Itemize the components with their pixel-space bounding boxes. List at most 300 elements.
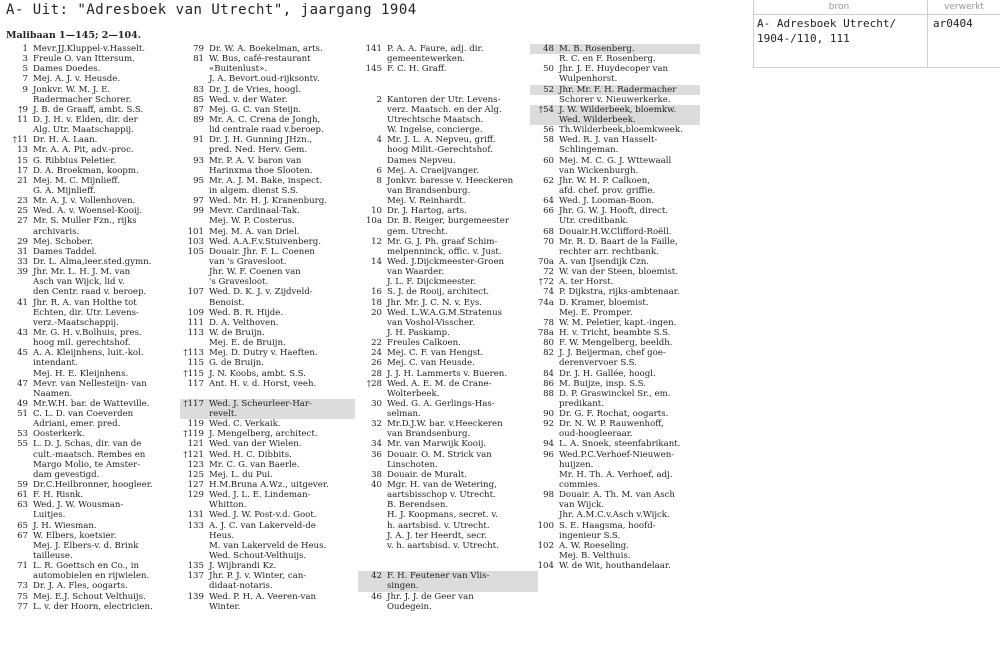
entry-line: [180, 358, 355, 368]
entry-line: [530, 521, 700, 531]
entry-line: [530, 125, 700, 135]
resident-text: Douair. Jhr. F. L. Coenen: [209, 246, 315, 257]
resident-text: Mej. D. Dutry v. Haeften.: [209, 348, 318, 359]
resident-text: Mej. E. de Bruijn.: [209, 338, 286, 349]
house-number: 36: [371, 449, 382, 460]
resident-text: commies.: [559, 480, 601, 491]
entry-line: [180, 460, 355, 470]
entry-line: [358, 95, 538, 105]
entry-line: [180, 521, 355, 531]
house-number: †119: [183, 429, 204, 440]
house-number: 7: [22, 74, 28, 85]
resident-text: J. Wijbrandi Kz.: [209, 561, 277, 572]
resident-text: Mej. Schober.: [33, 236, 93, 247]
entry-line: [180, 267, 355, 277]
resident-text: Mr. S. Muller Fzn., rijks: [33, 216, 137, 227]
house-number: 104: [537, 561, 554, 572]
entry-line: [180, 206, 355, 216]
entry-line: [4, 531, 174, 541]
entry-line: [358, 561, 538, 571]
resident-text: Oosterkerk.: [33, 429, 85, 440]
resident-text: A. A. Kleijnhens, luit.-kol.: [33, 348, 144, 359]
entry-line: [4, 267, 174, 277]
entry-line: [530, 450, 700, 460]
resident-text: didaat-notaris.: [209, 581, 273, 592]
house-number: 91: [193, 135, 204, 146]
house-number: 45: [17, 348, 28, 359]
resident-text: Mej. C. van Heusde.: [387, 358, 475, 369]
resident-text: W. M. Peletier, kapt.-ingen.: [559, 317, 677, 328]
resident-text: J. H. Paskamp.: [387, 327, 450, 338]
entry-line: [530, 105, 700, 115]
resident-text: van Brandsenburg.: [387, 429, 471, 440]
resident-text: Th.Wilderbeek,bloemkweek.: [559, 125, 683, 136]
entry-line: [530, 369, 700, 379]
house-number: 39: [17, 267, 28, 278]
entry-line: [358, 450, 538, 460]
entry-line: [358, 206, 538, 216]
resident-text: Wed. van der Wielen.: [209, 439, 302, 450]
entry-line: [358, 389, 538, 399]
info-divider-middle: [927, 0, 928, 68]
resident-text: Jhr. R. A. van Holthe tot: [33, 297, 137, 308]
resident-text: Jonkvr. W. M. J. E.: [33, 84, 111, 95]
resident-text: Wed. J. L. E. Lindeman-: [209, 490, 311, 501]
house-number: 56: [543, 125, 554, 136]
entry-line: [4, 551, 174, 561]
resident-text: Mej. M. C. G. J. Wttewaall: [559, 155, 672, 166]
entry-line: [358, 125, 538, 135]
entry-line: [180, 379, 355, 389]
resident-text: Mej. L. du Pui.: [209, 469, 273, 480]
entry-line: [180, 450, 355, 460]
resident-text: Asch van Wijck, lid v.: [33, 277, 125, 288]
entry-line: [4, 581, 174, 591]
house-number: 3: [22, 54, 28, 65]
house-number: 92: [543, 419, 554, 430]
entry-line: [4, 277, 174, 287]
house-number: 31: [17, 246, 28, 257]
resident-text: F. H. Risnk.: [33, 490, 84, 501]
info-bottom-divider: [753, 67, 1000, 68]
info-header-divider: [753, 14, 1000, 15]
house-number: 79: [193, 44, 204, 54]
resident-text: Dr. L. Alma,leer.sted.gymn.: [33, 256, 152, 267]
resident-text: Naamen.: [33, 388, 73, 399]
resident-text: Echten, dir. Utr. Levens-: [33, 307, 139, 318]
resident-text: Mr. H. Th. A. Verhoef, adj.: [559, 469, 673, 480]
entry-line: [358, 470, 538, 480]
resident-text: Wed. R. J. van Hasselt-: [559, 135, 658, 146]
house-number: 55: [17, 439, 28, 450]
resident-text: J. W. Wilderbeek, bloemkw.: [559, 104, 677, 115]
resident-text: F. W. Mengelberg, beeldh.: [559, 338, 673, 349]
house-number: 135: [187, 561, 204, 572]
entry-line: [180, 531, 355, 541]
entry-line: [358, 247, 538, 257]
entry-line: [4, 257, 174, 267]
resident-text: Harinxma thoe Slooten.: [209, 165, 313, 176]
entry-line: [4, 64, 174, 74]
entry-line: [358, 602, 538, 612]
resident-text: Wed. J. W. Post-v.d. Goot.: [209, 510, 317, 521]
house-number: 78a: [537, 327, 554, 338]
house-number: 74: [543, 287, 554, 298]
house-number: 21: [17, 175, 28, 186]
entry-line: [530, 500, 700, 510]
entry-line: [358, 105, 538, 115]
resident-text: Wed. A. v. Woensel-Kooij.: [33, 206, 143, 217]
resident-text: D. Kramer, bloemist.: [559, 297, 649, 308]
resident-text: singen.: [387, 581, 419, 592]
entry-line: [180, 54, 355, 64]
house-number: 51: [17, 409, 28, 420]
resident-text: D. P. Graswinckel Sr., em.: [559, 388, 671, 399]
house-number: 14: [371, 256, 382, 267]
entry-line: [530, 379, 700, 389]
entry-line: [530, 145, 700, 155]
entry-line: [180, 541, 355, 551]
house-number: 101: [187, 226, 204, 237]
entry-line: [4, 166, 174, 176]
entry-line: [180, 500, 355, 510]
entry-line: [180, 237, 355, 247]
house-number: 95: [193, 175, 204, 186]
resident-text: Wed. Schout-Velthuijs.: [209, 551, 307, 562]
resident-text: Dr. N. W. P. Rauwenhoff,: [559, 419, 664, 430]
entry-line: [530, 166, 700, 176]
resident-text: Jhr. G. W. J. Hooft, direct.: [559, 206, 669, 217]
house-number: 5: [22, 64, 28, 75]
house-number: 77: [17, 601, 28, 612]
house-number: 145: [365, 64, 382, 75]
entry-line: [180, 287, 355, 297]
house-number: 102: [537, 540, 554, 551]
resident-text: rechter arr. rechtbank.: [559, 246, 659, 257]
resident-text: Wed. H. C. Dibbits.: [209, 449, 292, 460]
entry-line: [180, 277, 355, 287]
house-number: 72: [543, 267, 554, 278]
resident-text: Mej. B. Velthuis.: [559, 551, 631, 562]
entry-line: [4, 500, 174, 510]
resident-text: B. Berendsen.: [387, 500, 449, 511]
house-number: †113: [183, 348, 204, 359]
resident-text: gemeentewerken.: [387, 54, 466, 65]
entry-line: [530, 409, 700, 419]
entry-line: [358, 196, 538, 206]
house-number: 133: [187, 520, 204, 531]
house-number: †11: [12, 135, 28, 146]
house-number: 115: [187, 358, 204, 369]
entry-line: [180, 166, 355, 176]
house-number: 93: [193, 155, 204, 166]
resident-text: C. L. D. van Coeverden: [33, 409, 134, 420]
entry-line: [180, 419, 355, 429]
entry-line: [180, 602, 355, 612]
entry-line: [180, 338, 355, 348]
resident-text: Wed. B. R. Hijde.: [209, 307, 284, 318]
resident-text: melpenninck, offic. v. Just.: [387, 246, 502, 257]
entry-line: [4, 480, 174, 490]
entry-line: [4, 95, 174, 105]
resident-text: Wed. J. W. Wousman-: [33, 500, 124, 511]
house-number: 16: [371, 287, 382, 298]
resident-text: Jhr. J. E. Huydecoper van: [559, 64, 668, 75]
house-number: 46: [371, 591, 382, 602]
resident-text: Mr. G. J. Ph. graaf Schim-: [387, 236, 498, 247]
resident-text: D. A. Velthoven.: [209, 317, 279, 328]
resident-text: van 's Gravesloot.: [209, 256, 287, 267]
resident-text: Mr.D.J.W. bar. v.Heeckeren: [387, 419, 503, 430]
house-number: 96: [543, 449, 554, 460]
entry-line: [530, 338, 700, 348]
resident-text: A. W. Roeseling.: [559, 540, 629, 551]
entry-line: [530, 85, 700, 95]
entry-line: [530, 561, 700, 571]
resident-text: Mr. A. C. Crena de Jongh,: [209, 114, 321, 125]
page-title: A- Uit: "Adresboek van Utrecht", jaargang 1904: [6, 2, 417, 18]
resident-text: Mr. P. A. V. baron van: [209, 155, 302, 166]
entry-line: [358, 500, 538, 510]
entry-line: [358, 115, 538, 125]
entry-line: [180, 156, 355, 166]
resident-text: G. de Bruijn.: [209, 358, 264, 369]
resident-text: W. Ingelse, concierge.: [387, 125, 483, 136]
house-number: 121: [187, 439, 204, 450]
resident-text: hoog mil. gerechtshof.: [33, 338, 131, 349]
house-number: 34: [371, 439, 382, 450]
resident-text: J. B. de Graaff, ambt. S.S.: [33, 104, 144, 115]
house-number: 24: [371, 348, 382, 359]
house-number: 38: [371, 469, 382, 480]
house-number: 125: [187, 469, 204, 480]
entry-line: [4, 521, 174, 531]
resident-text: Wed. J. Scheurleer-Har-: [209, 398, 312, 409]
resident-text: G. Ribbius Peletier.: [33, 155, 117, 166]
house-number: 18: [371, 297, 382, 308]
resident-text: Jonkvr. baresse v. Heeckeren: [387, 175, 514, 186]
entry-line: [4, 216, 174, 226]
entry-line: [180, 196, 355, 206]
house-number: 68: [543, 226, 554, 237]
bron-line-1: A- Adresboek Utrecht/: [757, 17, 897, 30]
resident-text: Mr. van Marwijk Kooij.: [387, 439, 487, 450]
entry-line: [358, 480, 538, 490]
resident-text: Mej. M. C. Mijnlieff.: [33, 175, 120, 186]
entry-line: [180, 551, 355, 561]
verwerkt-header: verwerkt: [944, 2, 984, 12]
entry-line: [358, 531, 538, 541]
house-number: 1: [22, 44, 28, 54]
resident-text: L. v. der Hoorn, electricien.: [33, 601, 153, 612]
resident-text: L. D. J. Schas, dir. van de: [33, 439, 142, 450]
resident-text: intendant.: [33, 358, 78, 369]
entry-line: [4, 358, 174, 368]
entry-line: [530, 490, 700, 500]
resident-text: Jhr. J. J. de Geer van: [387, 591, 474, 602]
house-number: 83: [193, 84, 204, 95]
entry-line: [530, 308, 700, 318]
house-number: 74a: [537, 297, 554, 308]
entry-line: [180, 115, 355, 125]
entry-line: [530, 186, 700, 196]
house-number: 84: [543, 368, 554, 379]
resident-text: D. A. Broekman, koopm.: [33, 165, 139, 176]
resident-text: Wulpenhorst.: [559, 74, 618, 85]
entry-line: [530, 135, 700, 145]
house-number: 87: [193, 104, 204, 115]
house-number: 58: [543, 135, 554, 146]
entry-line: [180, 64, 355, 74]
entry-line: [530, 358, 700, 368]
house-number: †28: [366, 378, 382, 389]
entry-line: [358, 338, 538, 348]
entry-line: [4, 399, 174, 409]
resident-text: Jhr. Mr. L. H. J. M. van: [33, 267, 131, 278]
house-number: 81: [193, 54, 204, 65]
house-number: 48: [543, 44, 554, 54]
entry-line: [530, 287, 700, 297]
house-number: 139: [187, 591, 204, 602]
resident-text: Mevr.JJ.Kluppel-v.Hasselt.: [33, 44, 146, 54]
entry-line: [530, 551, 700, 561]
entry-line: [358, 521, 538, 531]
entry-line: [530, 460, 700, 470]
resident-text: A. van IJsendijk Czn.: [559, 256, 650, 267]
resident-text: Dr. J. Hartog, arts.: [387, 206, 467, 217]
entry-line: [530, 439, 700, 449]
entry-line: [4, 54, 174, 64]
entry-line: [4, 247, 174, 257]
resident-text: Dr. J. A. Fles, oogarts.: [33, 581, 128, 592]
house-number: 10a: [365, 216, 382, 227]
entry-line: [358, 419, 538, 429]
resident-text: afd. chef. prov. griffie.: [559, 185, 656, 196]
bron-line-2: 1904-/110, 111: [757, 32, 850, 45]
house-number: 64: [543, 196, 554, 207]
house-number: 15: [17, 155, 28, 166]
house-number: 10: [371, 206, 382, 217]
resident-text: Jhr. Mr. F. H. Radermacher: [559, 84, 677, 95]
entry-line: [4, 227, 174, 237]
house-number: 113: [187, 327, 204, 338]
entry-line: [180, 257, 355, 267]
entry-line: [4, 156, 174, 166]
entry-line: [530, 206, 700, 216]
entry-line: [530, 399, 700, 409]
entry-line: [358, 460, 538, 470]
entry-line: [530, 156, 700, 166]
resident-text: Kantoren der Utr. Levens-: [387, 94, 501, 105]
resident-text: v. h. aartsbisd. v. Utrecht.: [387, 540, 499, 551]
entry-line: [530, 318, 700, 328]
resident-text: revelt.: [209, 409, 238, 420]
entry-line: [4, 470, 174, 480]
house-number: 86: [543, 378, 554, 389]
resident-text: in algem. dienst S.S.: [209, 185, 299, 196]
house-number: 103: [187, 236, 204, 247]
house-number: 49: [17, 398, 28, 409]
bron-value: [757, 16, 925, 46]
entry-line: [180, 105, 355, 115]
entry-line: [180, 135, 355, 145]
entry-line: [180, 216, 355, 226]
house-number: 82: [543, 348, 554, 359]
entry-line: [4, 561, 174, 571]
resident-text: M. van Lakerveld de Heus.: [209, 540, 327, 551]
entry-line: [180, 95, 355, 105]
house-number: 52: [543, 84, 554, 95]
entry-line: [4, 206, 174, 216]
house-number: 26: [371, 358, 382, 369]
entry-line: [4, 510, 174, 520]
house-number: 33: [17, 256, 28, 267]
resident-text: Wed. P. H. A. Veeren-van: [209, 591, 317, 602]
house-number: 50: [543, 64, 554, 75]
entry-line: [4, 602, 174, 612]
resident-text: Mr. G. H. v.Bolhuis, pres.: [33, 327, 142, 338]
house-number: 109: [187, 307, 204, 318]
entry-line: [530, 429, 700, 439]
resident-text: S. J. de Rooij, architect.: [387, 287, 490, 298]
resident-text: Schorer v. Nieuwerkerke.: [559, 94, 671, 105]
entry-line: [180, 510, 355, 520]
resident-text: dam gevestigd.: [33, 469, 100, 480]
house-number: 119: [187, 419, 204, 430]
house-number: 47: [17, 378, 28, 389]
resident-text: van Wickenburgh.: [559, 165, 639, 176]
house-number: 63: [17, 500, 28, 511]
resident-text: Dames Taddel.: [33, 246, 98, 257]
entry-line: [358, 145, 538, 155]
resident-text: M. B. Rosenberg.: [559, 44, 635, 54]
bron-header: bron: [828, 2, 850, 12]
resident-text: Mr. R. D. Baart de la Faille,: [559, 236, 678, 247]
resident-text: tailleuse.: [33, 551, 73, 562]
resident-text: Mej. M. A. van Driel.: [209, 226, 300, 237]
entry-line: [4, 308, 174, 318]
entry-line: [4, 348, 174, 358]
entry-line: [358, 379, 538, 389]
entry-line: [4, 85, 174, 95]
house-number: 99: [193, 206, 204, 217]
resident-text: Linschoten.: [387, 459, 438, 470]
resident-text: Mej. H. E. Kleijnhens.: [33, 368, 129, 379]
entry-line: [530, 541, 700, 551]
entry-line: [4, 237, 174, 247]
resident-text: Radermacher Schorer.: [33, 94, 132, 105]
resident-text: h. aartsbisd. v. Utrecht.: [387, 520, 490, 531]
entry-line: [4, 369, 174, 379]
entry-line: [530, 389, 700, 399]
entry-line: [530, 216, 700, 226]
house-number: 59: [17, 480, 28, 491]
entry-line: [530, 531, 700, 541]
house-number: 137: [187, 571, 204, 582]
house-number: 107: [187, 287, 204, 298]
entry-line: [4, 318, 174, 328]
entry-line: [4, 419, 174, 429]
entry-line: [358, 44, 538, 54]
house-number: 43: [17, 327, 28, 338]
resident-text: Mej. G. C. van Steijn.: [209, 104, 302, 115]
entry-line: [180, 348, 355, 358]
resident-text: Dr. J. de Vries, hoogl.: [209, 84, 301, 95]
house-number: 65: [17, 520, 28, 531]
resident-text: Mej. J. Elbers-v. d. Brink: [33, 540, 139, 551]
entry-line: [358, 287, 538, 297]
entry-line: [530, 95, 700, 105]
